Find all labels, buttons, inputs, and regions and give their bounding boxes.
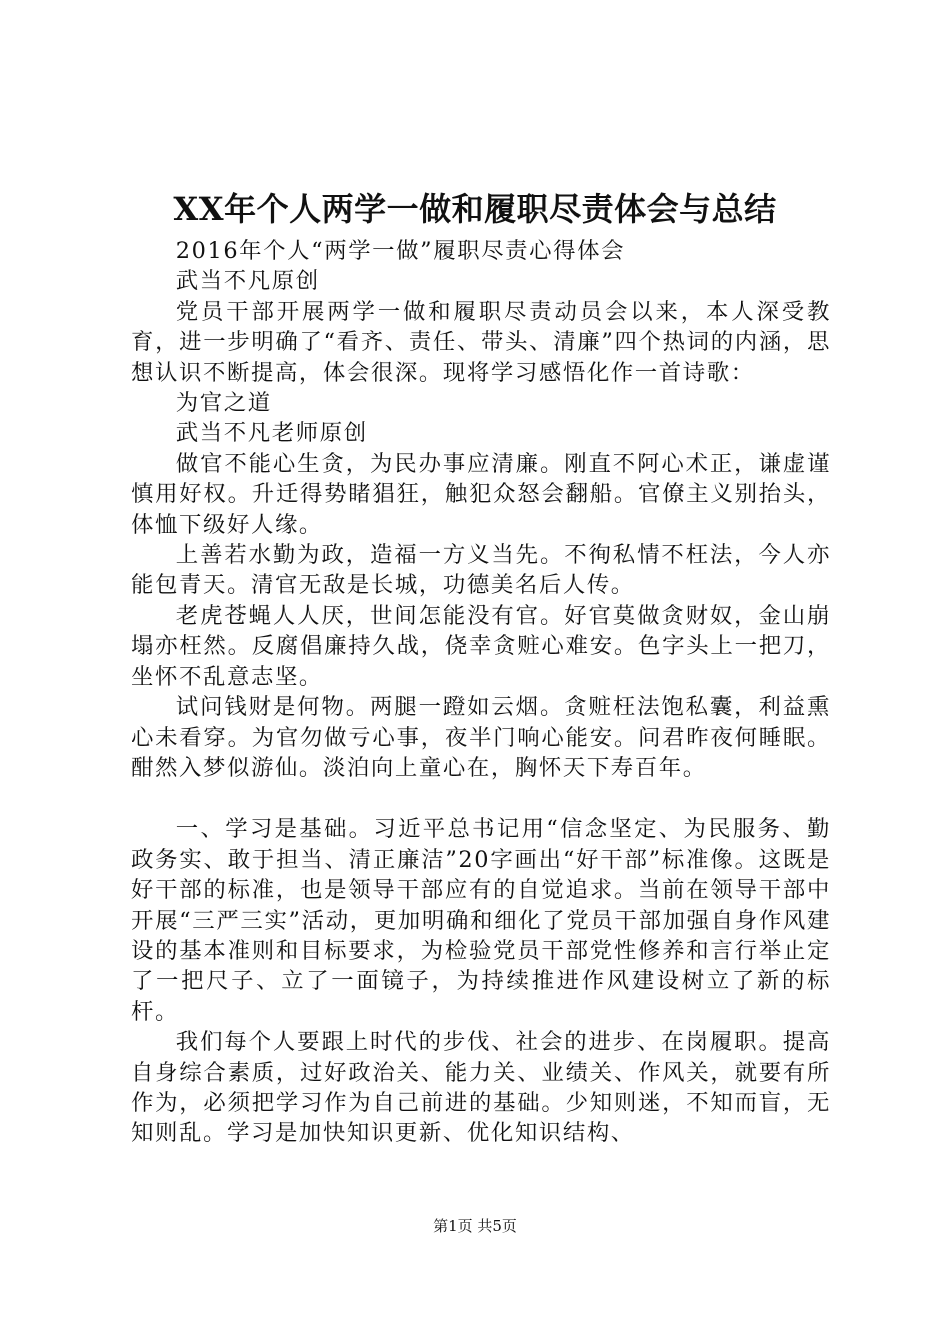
poem-stanza-4: 试问钱财是何物。两腿一蹬如云烟。贪赃枉法饱私囊，利益熏心未看穿。为官勿做亏心事，夜半门响心能安。问君昨夜何睡眠。酣然入梦似游仙。淡泊向上童心在，胸怀天下寿百年。 <box>131 694 831 781</box>
poem-title: 为官之道 <box>175 390 272 417</box>
page-footer: 第1页 共5页 <box>433 1217 517 1235</box>
document-body <box>131 236 831 1149</box>
intro-paragraph: 党员干部开展两学一做和履职尽责动员会以来，本人深受教育，进一步明确了“看齐、责任、带头、清廉”四个热词的内涵，思想认识不断提高，体会很深。现将学习感悟化作一首诗歌： <box>131 298 831 386</box>
author-line: 武当不凡原创 <box>175 268 320 295</box>
poem-stanza-2: 上善若水勤为政，造福一方义当先。不徇私情不枉法，今人亦能包青天。清官无敌是长城，功德美名后人传。 <box>131 542 831 599</box>
poem-stanza-1: 做官不能心生贪，为民办事应清廉。刚直不阿心术正，谦虚谨慎用好权。升迁得势睹猖狂，触犯众怒会翻船。官僚主义别抬头，体恤下级好人缘。 <box>131 450 831 538</box>
poem-stanza-3: 老虎苍蝇人人厌，世间怎能没有官。好官莫做贪财奴，金山崩塌亦枉然。反腐倡廉持久战，侥幸贪赃心难安。色字头上一把刀，坐怀不乱意志坚。 <box>131 602 831 690</box>
document-title: XX年个人两学一做和履职尽责体会与总结 <box>173 190 777 228</box>
section-1-paragraph-2: 我们每个人要跟上时代的步伐、社会的进步、在岗履职。提高自身综合素质，过好政治关、能力关、业绩关、作风关，就要有所作为，必须把学习作为自己前进的基础。少知则迷，不知而盲，无知则乱。学习是加快知识更新、优化知识结构、 <box>131 1029 831 1147</box>
subtitle: 2016年个人“两学一做”履职尽责心得体会 <box>175 238 626 264</box>
section-1-paragraph: 一、学习是基础。习近平总书记用“信念坚定、为民服务、勤政务实、敢于担当、清正廉洁”20字画出“好干部”标准像。这既是好干部的标准，也是领导干部应有的自觉追求。当前在领导干部中开展“三严三实”活动，更加明确和细化了党员干部加强自身作风建设的基本准则和目标要求，为检验党员干部党性修养和言行举止定了一把尺子、立了一面镜子，为持续推进作风建设树立了新的标杆。 <box>131 816 831 1025</box>
poem-author: 武当不凡老师原创 <box>175 420 368 447</box>
